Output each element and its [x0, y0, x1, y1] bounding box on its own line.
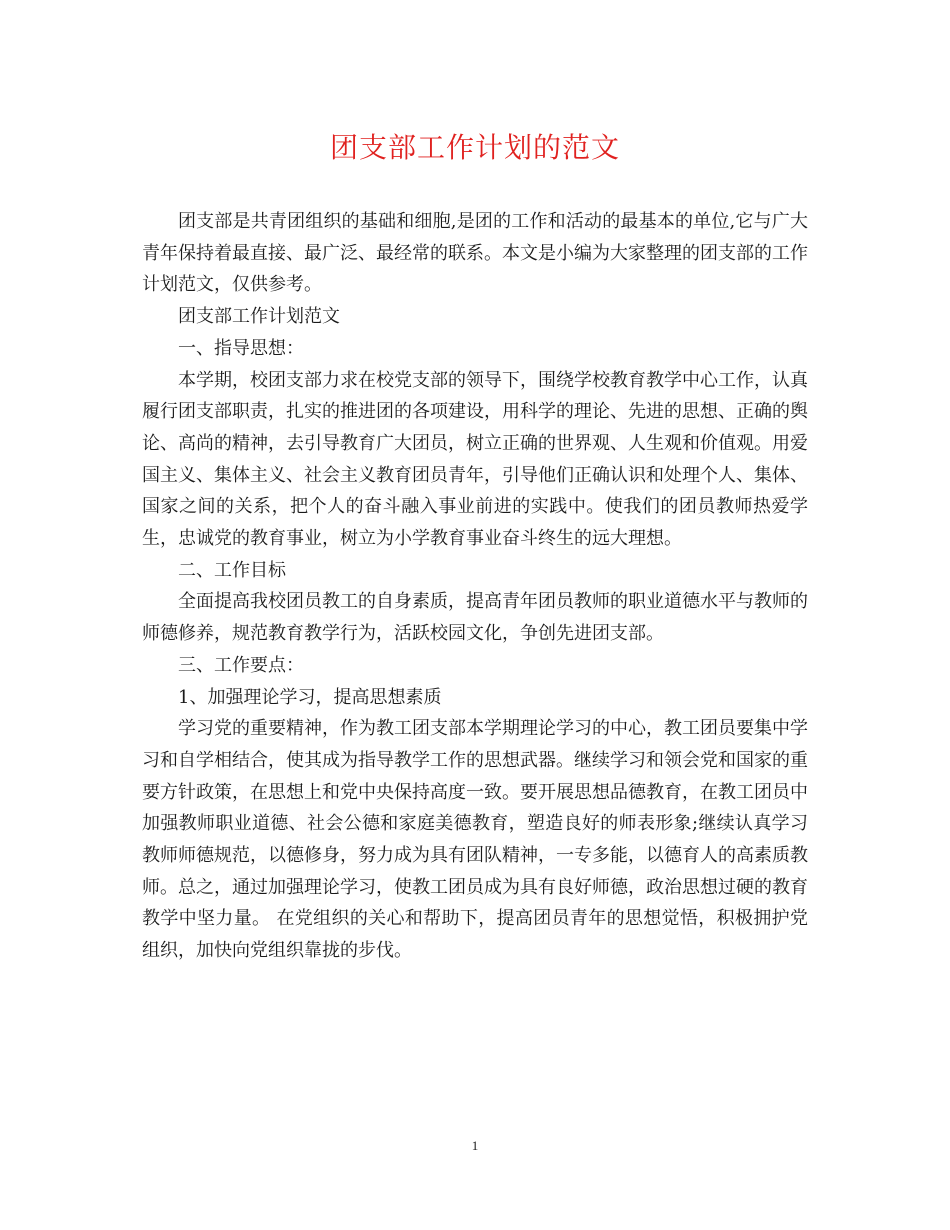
section-heading-work-goal: 二、工作目标 [178, 559, 286, 581]
section-heading-work-points: 三、工作要点： [178, 654, 304, 676]
subsection-heading-theory-study: 1、加强理论学习，提高思想素质 [178, 686, 442, 708]
page-number: 1 [471, 1138, 479, 1153]
paragraph-guiding-thought: 本学期，校团支部力求在校党支部的领导下，围绕学校教育教学中心工作，认真履行团支部职责，扎实的推进团的各项建设，用科学的理论、先进的思想、正确的舆论、高尚的精神，去引导教育广大团员，树立正确的世界观、人生观和价值观。用爱国主义、集体主义、社会主义教育团员青年，引导他们正确认识和处理个人、集体、国家之间的关系，把个人的奋斗融入事业前进的实践中。使我们的团员教师热爱学生，忠诚党的教育事业，树立为小学教育事业奋斗终生的远大理想。 [142, 369, 808, 550]
page-title: 团支部工作计划的范文 [329, 131, 620, 164]
paragraph-heading-plan: 团支部工作计划范文 [178, 306, 340, 328]
paragraph-work-goal: 全面提高我校团员教工的自身素质，提高青年团员教师的职业道德水平与教师的师德修养，规范教育教学行为，活跃校园文化，争创先进团支部。 [142, 591, 808, 645]
document-body [142, 206, 808, 967]
section-heading-guiding-thought: 一、指导思想： [178, 337, 304, 359]
paragraph-theory-study: 学习党的重要精神，作为教工团支部本学期理论学习的中心，教工团员要集中学习和自学相结合，使其成为指导教学工作的思想武器。继续学习和领会党和国家的重要方针政策，在思想上和党中央保持高度一致。要开展思想品德教育，在教工团员中加强教师职业道德、社会公德和家庭美德教育，塑造良好的师表形象;继续认真学习教师师德规范，以德修身，努力成为具有团队精神，一专多能，以德育人的高素质教师。总之，通过加强理论学习，使教工团员成为具有良好师德，政治思想过硬的教育教学中坚力量。 在党组织的关心和帮助下，提高团员青年的思想觉悟，积极拥护党组织，加快向党组织靠拢的步伐。 [142, 718, 808, 962]
paragraph-intro: 团支部是共青团组织的基础和细胞,是团的工作和活动的最基本的单位,它与广大青年保持着最直接、最广泛、最经常的联系。本文是小编为大家整理的团支部的工作计划范文，仅供参考。 [142, 211, 808, 296]
